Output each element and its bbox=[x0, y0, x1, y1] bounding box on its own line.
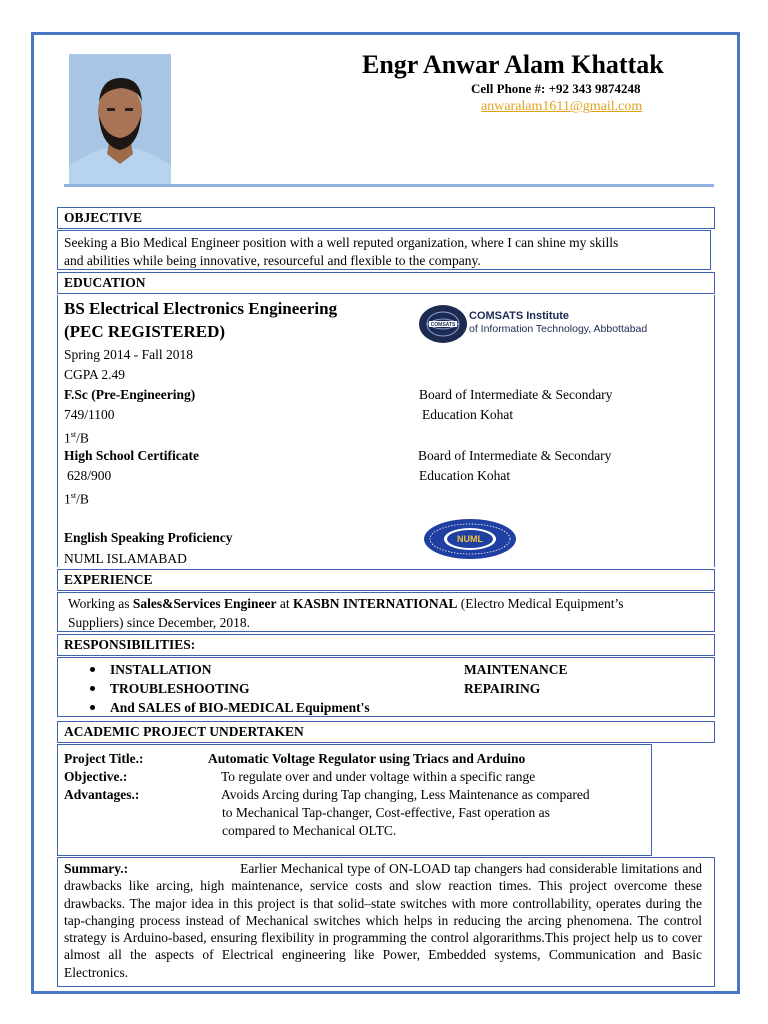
project-summary-text: Earlier Mechanical type of ON-LOAD tap changers had considerable limitations and drawbacks like arcing, high maintenance, service costs and slow reaction times. This project overcome these drawbacks. The major idea in this project is that solid–state switches with more controllability, operates during the tap-changing process instead of Mechanical switches which helps in reducing the arcing phenomena. The control strategy is Arduino-based, ensuring flexibility in programming the control algorarithms.This project help us to cover almost all the aspects of Electrical engineering like Power, Embedded systems, Communication and Basic Electronics. bbox=[64, 861, 702, 980]
responsibility-maintenance: MAINTENANCE bbox=[464, 662, 568, 677]
project-summary bbox=[64, 860, 702, 981]
comsats-subtitle: of Information Technology, Abbottabad bbox=[469, 323, 648, 335]
project-objective-label: Objective.: bbox=[64, 769, 128, 784]
bullet-icon bbox=[90, 686, 95, 691]
header-divider bbox=[64, 184, 714, 187]
experience-heading: EXPERIENCE bbox=[64, 572, 153, 587]
degree-cgpa: CGPA 2.49 bbox=[64, 367, 126, 382]
email-link[interactable]: anwaralam1611@gmail.com bbox=[481, 99, 643, 114]
hsc-board-line-2: Education Kohat bbox=[419, 468, 511, 483]
project-title-value: Automatic Voltage Regulator using Triacs and Arduino bbox=[208, 751, 526, 766]
numl-logo bbox=[423, 518, 517, 560]
objective-heading: OBJECTIVE bbox=[64, 210, 143, 225]
bullet-icon bbox=[90, 705, 95, 710]
experience-line-1: Working as Sales&Services Engineer at KASBN INTERNATIONAL (Electro Medical Equipment’s bbox=[68, 596, 624, 611]
degree-title: BS Electrical Electronics Engineering bbox=[64, 299, 338, 318]
project-advantages-line-3: compared to Mechanical OLTC. bbox=[222, 823, 397, 838]
project-summary-label: Summary.: bbox=[64, 861, 129, 876]
responsibility-sales: And SALES of BIO-MEDICAL Equipment's bbox=[110, 700, 370, 715]
objective-line-1: Seeking a Bio Medical Engineer position with a well reputed organization, where I can shine my skills bbox=[64, 235, 619, 250]
fsc-board-line-1: Board of Intermediate & Secondary bbox=[419, 387, 613, 402]
responsibility-troubleshooting: TROUBLESHOOTING bbox=[110, 681, 250, 696]
education-heading-box bbox=[57, 272, 715, 294]
responsibilities-heading-box bbox=[57, 634, 715, 656]
hsc-marks: 628/900 bbox=[67, 468, 112, 483]
project-advantages-line-1: Avoids Arcing during Tap changing, Less Maintenance as compared bbox=[221, 787, 590, 802]
fsc-division: 1st/B bbox=[64, 430, 89, 446]
hsc-title: High School Certificate bbox=[64, 448, 199, 463]
numl-logo-text: NUML bbox=[457, 534, 483, 544]
pec-registered: (PEC REGISTERED) bbox=[64, 322, 226, 341]
profile-photo bbox=[69, 54, 171, 184]
experience-line-2: Suppliers) since December, 2018. bbox=[68, 615, 251, 630]
experience-heading-box bbox=[57, 569, 715, 591]
project-advantages-label: Advantages.: bbox=[64, 787, 140, 802]
project-title-label: Project Title.: bbox=[64, 751, 144, 766]
project-heading: ACADEMIC PROJECT UNDERTAKEN bbox=[64, 724, 304, 739]
english-proficiency: English Speaking Proficiency bbox=[64, 530, 233, 545]
project-advantages-line-2: to Mechanical Tap-changer, Cost-effective, Fast operation as bbox=[222, 805, 550, 820]
degree-period: Spring 2014 - Fall 2018 bbox=[64, 347, 194, 362]
project-objective-value: To regulate over and under voltage within a specific range bbox=[221, 769, 536, 784]
education-heading: EDUCATION bbox=[64, 275, 146, 290]
comsats-logo bbox=[418, 304, 468, 344]
fsc-marks: 749/1100 bbox=[64, 407, 115, 422]
hsc-division: 1st/B bbox=[64, 491, 89, 507]
objective-line-2: and abilities while being innovative, resourceful and flexible to the company. bbox=[64, 253, 481, 268]
fsc-title: F.Sc (Pre-Engineering) bbox=[64, 387, 196, 402]
phone-number: Cell Phone #: +92 343 9874248 bbox=[471, 81, 641, 96]
objective-heading-box bbox=[57, 207, 715, 229]
hsc-board-line-1: Board of Intermediate & Secondary bbox=[418, 448, 612, 463]
numl-islamabad: NUML ISLAMABAD bbox=[64, 551, 187, 566]
responsibility-installation: INSTALLATION bbox=[110, 662, 212, 677]
project-heading-box bbox=[57, 721, 715, 743]
fsc-board-line-2: Education Kohat bbox=[422, 407, 514, 422]
comsats-name: COMSATS Institute bbox=[469, 310, 570, 322]
bullet-icon bbox=[90, 667, 95, 672]
candidate-name: Engr Anwar Alam Khattak bbox=[362, 50, 664, 79]
responsibility-repairing: REPAIRING bbox=[464, 681, 541, 696]
comsats-logo-text: COMSATS bbox=[430, 322, 456, 328]
responsibilities-heading: RESPONSIBILITIES: bbox=[64, 637, 196, 652]
